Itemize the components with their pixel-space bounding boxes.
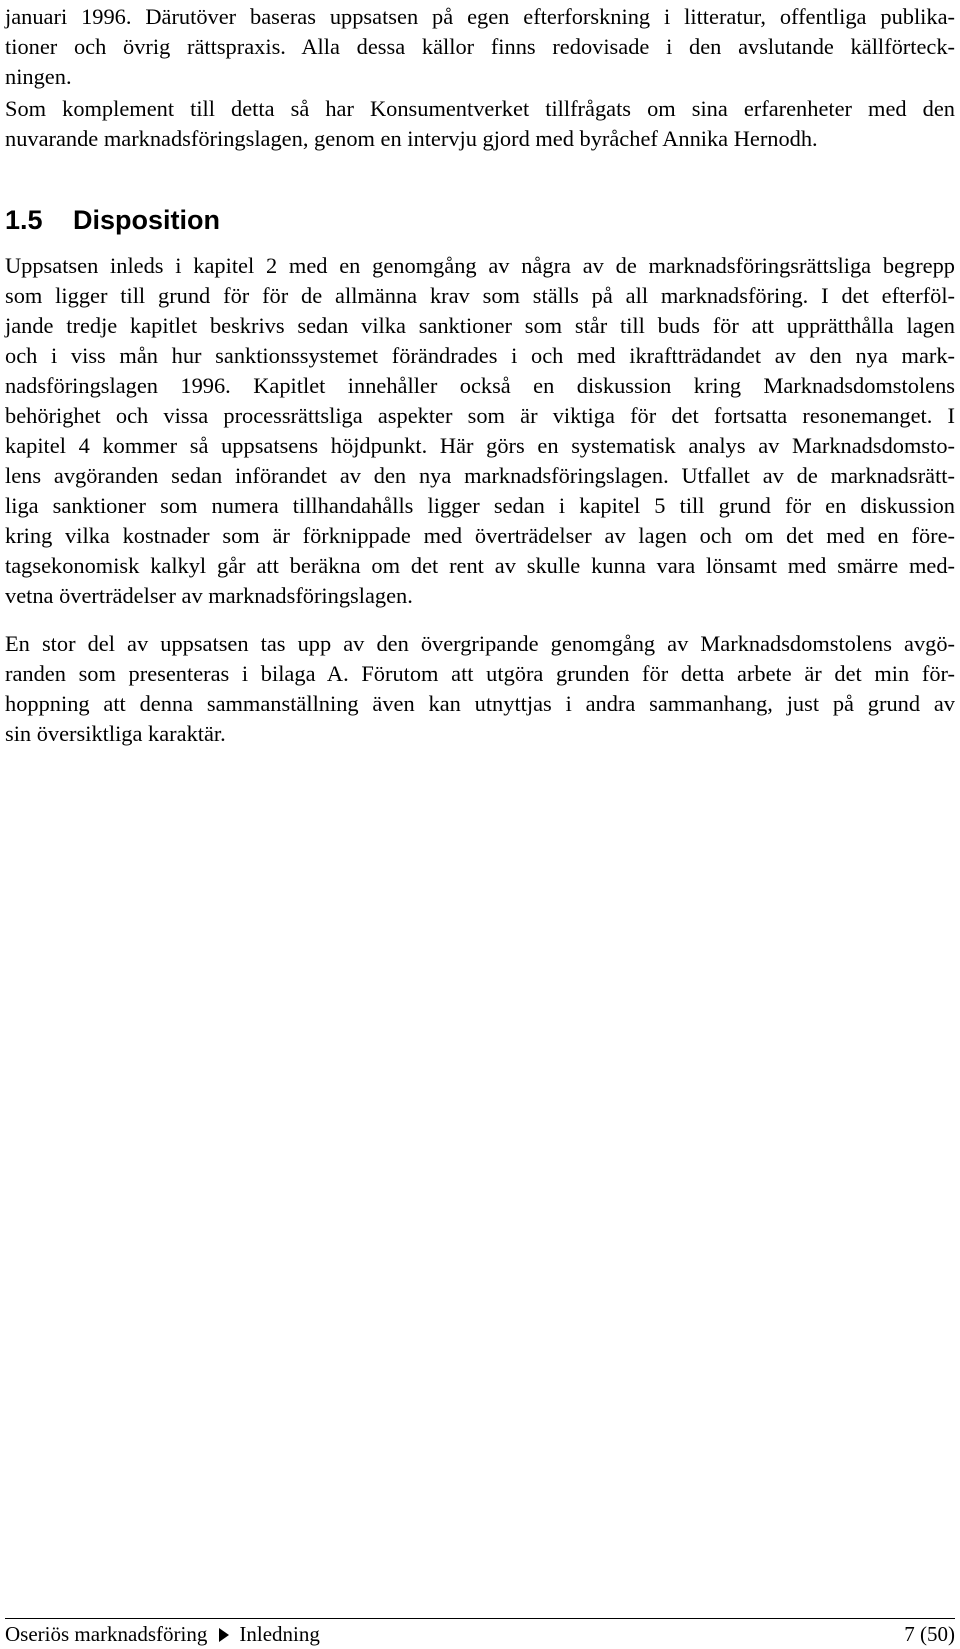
text-line: kring vilka kostnader som är förknippade med överträdelser av lagen och om det med en före- bbox=[5, 523, 955, 548]
text-line: som ligger till grund för för de allmänna krav som ställs på all marknadsföring. I det efterföl- bbox=[5, 283, 955, 308]
paragraph-sources bbox=[5, 2, 955, 92]
text-line: nadsföringslagen 1996. Kapitlet innehåller också en diskussion kring Marknadsdomstolens bbox=[5, 373, 955, 398]
text-line: En stor del av uppsatsen tas upp av den övergripande genomgång av Marknadsdomstolens avgö- bbox=[5, 631, 955, 656]
text-line: hoppning att denna sammanställning även kan utnyttjas i andra sammanhang, just på grund av bbox=[5, 691, 955, 716]
text-line: nuvarande marknadsföringslagen, genom en intervju gjord med byråchef Annika Hernodh. bbox=[5, 126, 818, 151]
footer-page-number: 7 (50) bbox=[904, 1622, 955, 1646]
text-line: Som komplement till detta så har Konsumentverket tillfrågats om sina erfarenheter med den bbox=[5, 96, 955, 121]
text-line: randen som presenteras i bilaga A. Förutom att utgöra grunden för detta arbete är det min för- bbox=[5, 661, 955, 686]
text-line: liga sanktioner som numera tillhandahålls ligger sedan i kapitel 5 till grund för en diskussion bbox=[5, 493, 955, 518]
footer-document-title: Oseriös marknadsföring bbox=[5, 1622, 208, 1646]
text-line: tioner och övrig rättspraxis. Alla dessa källor finns redovisade i den avslutande källförteck- bbox=[5, 34, 955, 59]
triangle-right-icon bbox=[219, 1628, 229, 1642]
section-title: Disposition bbox=[73, 205, 220, 235]
text-line: lens avgöranden sedan införandet av den nya marknadsföringslagen. Utfallet av de marknadsrätt- bbox=[5, 463, 955, 488]
section-number: 1.5 bbox=[5, 205, 43, 235]
section-heading bbox=[5, 204, 220, 236]
footer-divider bbox=[5, 1618, 955, 1619]
text-line: sin översiktliga karaktär. bbox=[5, 721, 226, 746]
text-line: ningen. bbox=[5, 64, 72, 89]
text-line: januari 1996. Därutöver baseras uppsatsen på egen efterforskning i litteratur, offentliga publika- bbox=[5, 4, 955, 29]
text-line: behörighet och vissa processrättsliga aspekter som är viktiga för det fortsatta resonemanget. I bbox=[5, 403, 955, 428]
footer-section-name: Inledning bbox=[239, 1622, 320, 1646]
text-line: tagsekonomisk kalkyl går att beräkna om det rent av skulle kunna vara lönsamt med smärre med- bbox=[5, 553, 955, 578]
footer-breadcrumb bbox=[5, 1620, 320, 1648]
text-line: jande tredje kapitlet beskrivs sedan vilka sanktioner som står till buds för att upprätthålla lagen bbox=[5, 313, 955, 338]
text-line: vetna överträdelser av marknadsföringslagen. bbox=[5, 583, 413, 608]
document-page bbox=[5, 0, 955, 1649]
paragraph-disposition bbox=[5, 251, 955, 611]
text-line: kapitel 4 kommer så uppsatsens höjdpunkt. Här görs en systematisk analys av Marknadsdomsto- bbox=[5, 433, 955, 458]
text-line: och i viss mån hur sanktionssystemet förändrades i och med ikraftträdandet av den nya mark- bbox=[5, 343, 955, 368]
page-footer bbox=[5, 1620, 955, 1648]
paragraph-appendix bbox=[5, 629, 955, 749]
paragraph-interview bbox=[5, 94, 955, 154]
text-line: Uppsatsen inleds i kapitel 2 med en genomgång av några av de marknadsföringsrättsliga begrepp bbox=[5, 253, 955, 278]
